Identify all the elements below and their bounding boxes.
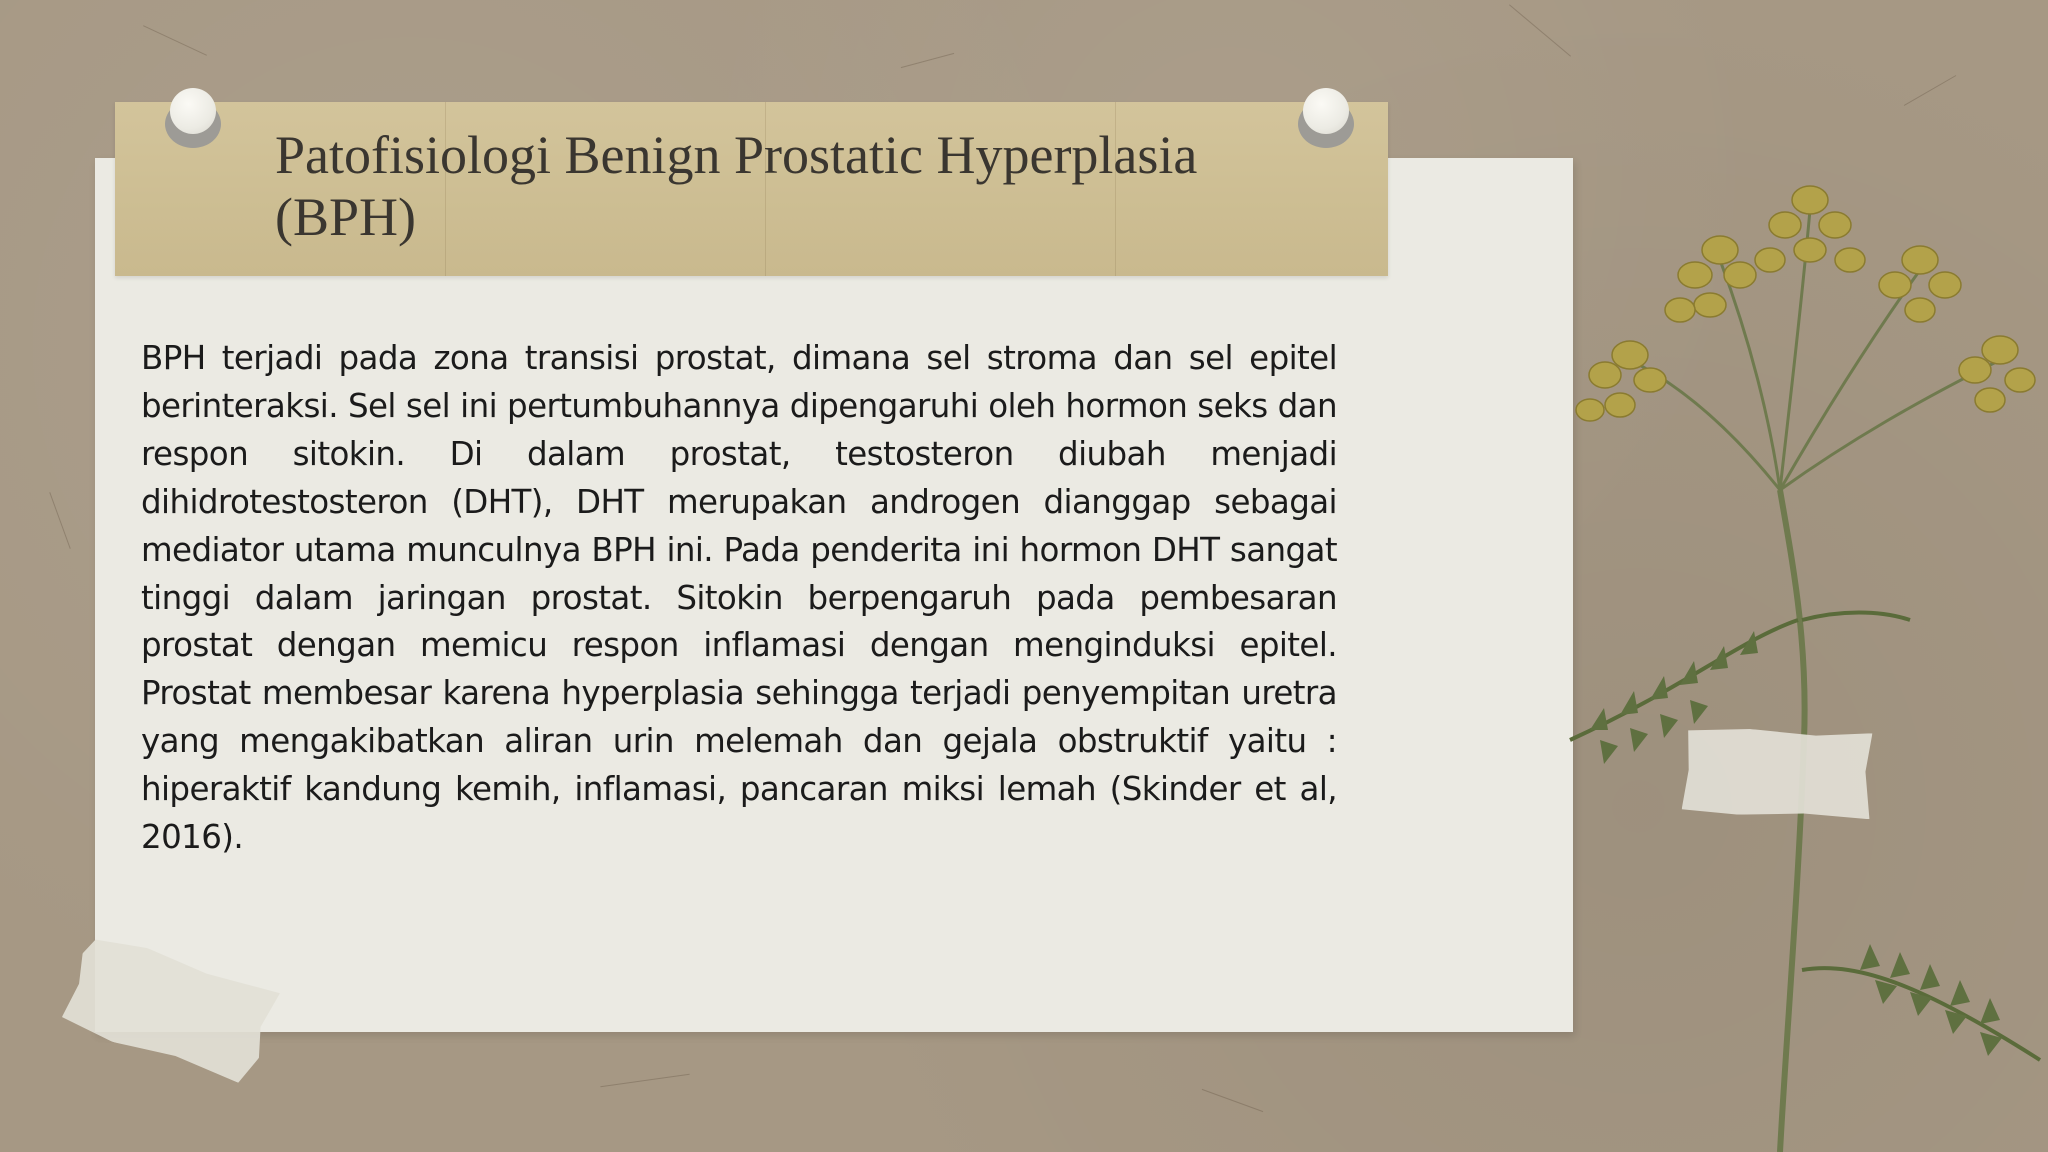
paper-fiber (143, 25, 207, 55)
pressed-flower-illustration (1480, 140, 2048, 1152)
paper-fiber (1509, 4, 1571, 56)
paper-fiber (49, 492, 70, 549)
tape-strip (1682, 727, 1873, 820)
paper-fiber (1904, 75, 1956, 106)
paper-fiber (901, 53, 954, 68)
body-paragraph: BPH terjadi pada zona transisi prostat, dimana sel stroma dan sel epitel berinteraksi. Sel sel ini pertumbuhannya dipengaruhi oleh hormon seks dan respon sitokin. Di dalam prostat, testosteron diubah menjadi dihidrotestosteron (DHT), DHT merupakan androgen dianggap sebagai mediator utama munculnya BPH ini. Pada penderita ini hormon DHT sangat tinggi dalam jaringan prostat. Sitokin berpengaruh pada pembesaran prostat dengan memicu respon inflamasi dengan menginduksi epitel. Prostat membesar karena hyperplasia sehingga terjadi penyempitan uretra yang mengakibatkan aliran urin melemah dan gejala obstruktif yaitu : hiperaktif kandung kemih, inflamasi, pancaran miksi lemah (Skinder et al, 2016). (141, 339, 1337, 857)
slide-title: Patofisiologi Benign Prostatic Hyperplasia (BPH) (275, 125, 1198, 247)
pushpin-icon (163, 88, 223, 148)
paper-fiber (1202, 1089, 1263, 1112)
paper-fiber (600, 1074, 689, 1088)
